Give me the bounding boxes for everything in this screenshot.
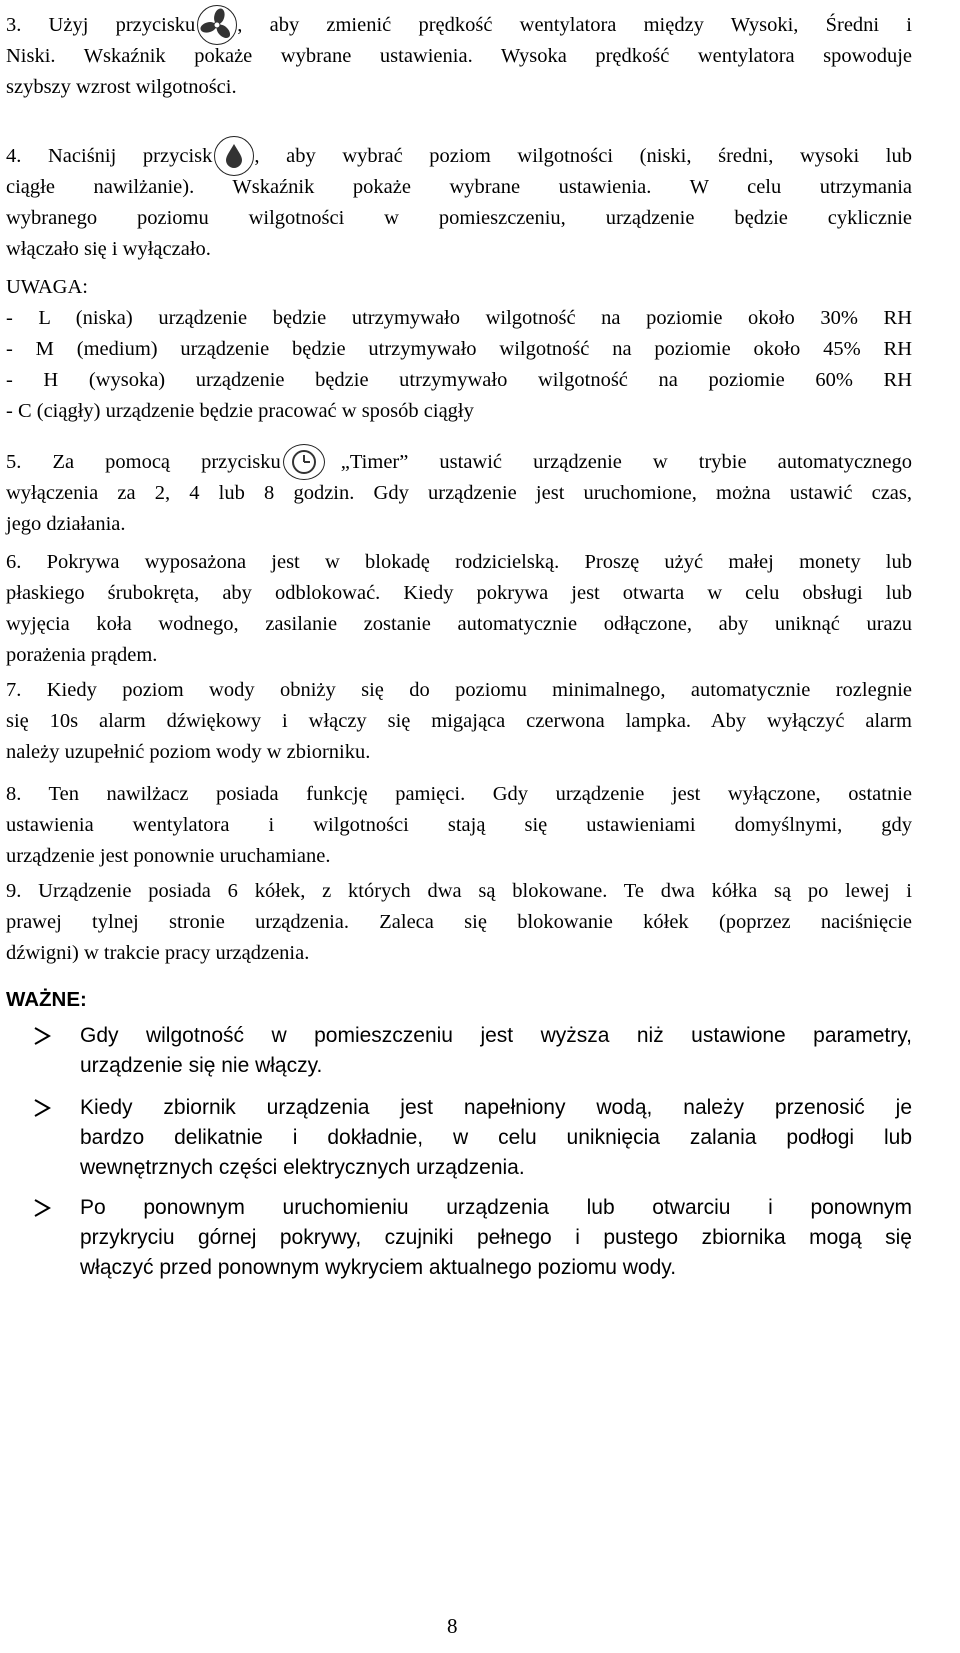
wazne-bullet-line: Gdy wilgotność w pomieszczeniu jest wyższa niż ustawione parametry, bbox=[80, 1024, 912, 1047]
item-5-line-3: jego działania. bbox=[6, 513, 126, 535]
wazne-bullet-text bbox=[80, 1193, 912, 1283]
wazne-bullet-line: Kiedy zbiornik urządzenia jest napełniony wodą, należy przenosić je bbox=[80, 1096, 912, 1119]
item-4-line-4: włączało się i wyłączało. bbox=[6, 238, 211, 260]
item-8-line: 8. Ten nawilżacz posiada funkcję pamięci. Gdy urządzenie jest wyłączone, ostatnie bbox=[6, 783, 912, 805]
item-5 bbox=[6, 447, 912, 540]
item-9-line: 9. Urządzenie posiada 6 kółek, z których dwa są blokowane. Te dwa kółka są po lewej i bbox=[6, 880, 912, 902]
wazne-bullet-line: włączyć przed ponownym wykryciem aktualnego poziomu wody. bbox=[80, 1256, 677, 1279]
item-5-text-end: „Timer” ustawić urządzenie w trybie automatycznego bbox=[340, 451, 912, 473]
item-3 bbox=[6, 10, 912, 103]
item-6-line: płaskiego śrubokręta, aby odblokować. Kiedy pokrywa jest otwarta w celu obsługi lub bbox=[6, 582, 912, 604]
page-number: 8 bbox=[447, 1614, 458, 1638]
wazne-bullet-line: Po ponownym uruchomieniu urządzenia lub otwarciu i ponownym bbox=[80, 1196, 912, 1219]
item-7-line: należy uzupełnić poziom wody w zbiorniku. bbox=[6, 741, 371, 763]
wazne-bullet-line: urządzenie się nie włączy. bbox=[80, 1054, 323, 1077]
item-4-text-start: 4. Naciśnij przycisk bbox=[6, 145, 213, 167]
item-3-text-start: 3. Użyj przycisku bbox=[6, 14, 196, 36]
item-7-line: 7. Kiedy poziom wody obniży się do poziomu minimalnego, automatycznie rozlegnie bbox=[6, 679, 912, 701]
item-4-line-2: ciągłe nawilżanie). Wskaźnik pokaże wybrane ustawienia. W celu utrzymania bbox=[6, 176, 912, 198]
item-5-text-start: 5. Za pomocą przycisku bbox=[6, 451, 281, 473]
item-6 bbox=[6, 547, 912, 671]
uwaga-section bbox=[6, 272, 912, 427]
item-4-text-end: , aby wybrać poziom wilgotności (niski, średni, wysoki lub bbox=[254, 145, 912, 167]
arrow-bullet-icon bbox=[32, 1021, 58, 1060]
wazne-bullet-line: bardzo delikatnie i dokładnie, w celu uniknięcia zalania podłogi lub bbox=[80, 1126, 912, 1149]
item-8 bbox=[6, 779, 912, 872]
item-9-line: prawej tylnej stronie urządzenia. Zaleca się blokowanie kółek (poprzez naciśnięcie bbox=[6, 911, 912, 933]
arrow-bullet-icon bbox=[32, 1093, 58, 1132]
item-4-line-1 bbox=[6, 141, 912, 172]
item-6-line: 6. Pokrywa wyposażona jest w blokadę rodzicielską. Proszę użyć małej monety lub bbox=[6, 551, 912, 573]
item-9-line: dźwigni) w trakcie pracy urządzenia. bbox=[6, 942, 310, 964]
item-5-line-2: wyłączenia za 2, 4 lub 8 godzin. Gdy urządzenie jest uruchomione, można ustawić czas, bbox=[6, 482, 912, 504]
item-3-line-3: szybszy wzrost wilgotności. bbox=[6, 76, 237, 98]
wazne-bullet-text bbox=[80, 1093, 912, 1183]
item-6-line: porażenia prądem. bbox=[6, 644, 158, 666]
item-7 bbox=[6, 675, 912, 768]
item-3-line-2: Niski. Wskaźnik pokaże wybrane ustawienia. Wysoka prędkość wentylatora spowoduje bbox=[6, 45, 912, 67]
item-8-line: ustawienia wentylatora i wilgotności stają się ustawieniami domyślnymi, gdy bbox=[6, 814, 912, 836]
uwaga-line: - L (niska) urządzenie będzie utrzymywało wilgotność na poziomie około 30% RH bbox=[6, 307, 912, 329]
item-4-line-3: wybranego poziomu wilgotności w pomieszczeniu, urządzenie będzie cyklicznie bbox=[6, 207, 912, 229]
clock-icon bbox=[283, 444, 325, 480]
wazne-bullet-text bbox=[80, 1021, 912, 1081]
item-3-line-1 bbox=[6, 10, 912, 41]
wazne-heading: WAŻNE: bbox=[6, 988, 87, 1011]
item-7-line: się 10s alarm dźwiękowy i włączy się migająca czerwona lampka. Aby wyłączyć alarm bbox=[6, 710, 912, 732]
item-4 bbox=[6, 141, 912, 265]
item-8-line: urządzenie jest ponownie uruchamiane. bbox=[6, 845, 331, 867]
item-9 bbox=[6, 876, 912, 969]
item-3-text-end: , aby zmienić prędkość wentylatora między Wysoki, Średni i bbox=[237, 14, 912, 36]
fan-icon bbox=[197, 5, 237, 45]
arrow-bullet-icon bbox=[32, 1193, 58, 1232]
uwaga-heading: UWAGA: bbox=[6, 276, 88, 298]
wazne-bullet-line: przykryciu górnej pokrywy, czujniki pełnego i pustego zbiornika mogą się bbox=[80, 1226, 912, 1249]
item-5-line-1 bbox=[6, 447, 912, 478]
uwaga-line: - H (wysoka) urządzenie będzie utrzymywało wilgotność na poziomie 60% RH bbox=[6, 369, 912, 391]
uwaga-line: - C (ciągły) urządzenie będzie pracować w sposób ciągły bbox=[6, 400, 474, 422]
wazne-bullet-line: wewnętrznych części elektrycznych urządzenia. bbox=[80, 1156, 525, 1179]
uwaga-line: - M (medium) urządzenie będzie utrzymywało wilgotność na poziomie około 45% RH bbox=[6, 338, 912, 360]
item-6-line: wyjęcia koła wodnego, zasilanie zostanie automatycznie odłączone, aby uniknąć urazu bbox=[6, 613, 912, 635]
water-drop-icon bbox=[214, 136, 254, 176]
